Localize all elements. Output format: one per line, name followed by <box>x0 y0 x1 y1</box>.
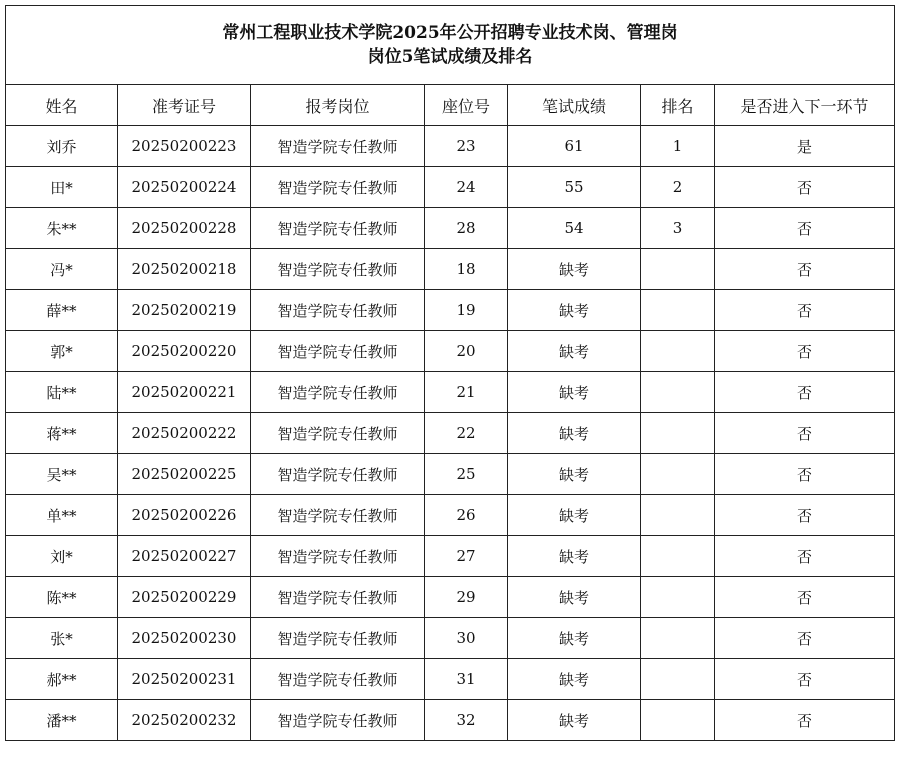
cell-position: 智造学院专任教师 <box>251 208 425 249</box>
cell-name: 刘乔 <box>6 126 118 167</box>
cell-position: 智造学院专任教师 <box>251 249 425 290</box>
cell-written-score: 缺考 <box>508 249 641 290</box>
table-row <box>6 167 895 208</box>
table-row <box>6 208 895 249</box>
cell-name: 冯* <box>6 249 118 290</box>
cell-name: 朱** <box>6 208 118 249</box>
table-row <box>6 290 895 331</box>
cell-exam-number: 20250200228 <box>118 208 251 249</box>
cell-name: 郭* <box>6 331 118 372</box>
cell-name: 陈** <box>6 577 118 618</box>
cell-position: 智造学院专任教师 <box>251 372 425 413</box>
score-table <box>5 5 895 741</box>
cell-position: 智造学院专任教师 <box>251 618 425 659</box>
header-name: 姓名 <box>6 85 118 126</box>
table-row <box>6 659 895 700</box>
cell-rank <box>641 618 715 659</box>
cell-rank <box>641 454 715 495</box>
cell-name: 吴** <box>6 454 118 495</box>
header-position: 报考岗位 <box>251 85 425 126</box>
cell-written-score: 55 <box>508 167 641 208</box>
cell-seat-number: 32 <box>425 700 508 741</box>
cell-name: 郝** <box>6 659 118 700</box>
cell-next-stage: 否 <box>715 413 895 454</box>
cell-name: 田* <box>6 167 118 208</box>
score-document <box>5 5 894 751</box>
cell-seat-number: 22 <box>425 413 508 454</box>
cell-written-score: 61 <box>508 126 641 167</box>
title-row <box>6 6 895 85</box>
cell-next-stage: 否 <box>715 659 895 700</box>
cell-seat-number: 19 <box>425 290 508 331</box>
cell-position: 智造学院专任教师 <box>251 413 425 454</box>
cell-written-score: 缺考 <box>508 536 641 577</box>
cell-written-score: 缺考 <box>508 290 641 331</box>
cell-written-score: 缺考 <box>508 659 641 700</box>
cell-written-score: 缺考 <box>508 700 641 741</box>
cell-exam-number: 20250200220 <box>118 331 251 372</box>
cell-exam-number: 20250200227 <box>118 536 251 577</box>
cell-exam-number: 20250200218 <box>118 249 251 290</box>
cell-position: 智造学院专任教师 <box>251 577 425 618</box>
header-written-score: 笔试成绩 <box>508 85 641 126</box>
cell-exam-number: 20250200231 <box>118 659 251 700</box>
cell-next-stage: 否 <box>715 167 895 208</box>
table-row <box>6 536 895 577</box>
cell-exam-number: 20250200225 <box>118 454 251 495</box>
title-line-1: 常州工程职业技术学院2025年公开招聘专业技术岗、管理岗 <box>222 23 678 43</box>
cell-position: 智造学院专任教师 <box>251 454 425 495</box>
cell-next-stage: 否 <box>715 372 895 413</box>
cell-name: 刘* <box>6 536 118 577</box>
cell-position: 智造学院专任教师 <box>251 331 425 372</box>
cell-rank <box>641 372 715 413</box>
page-title <box>6 6 895 85</box>
cell-position: 智造学院专任教师 <box>251 659 425 700</box>
cell-next-stage: 否 <box>715 577 895 618</box>
cell-exam-number: 20250200224 <box>118 167 251 208</box>
header-exam-number: 准考证号 <box>118 85 251 126</box>
table-row <box>6 126 895 167</box>
cell-rank: 1 <box>641 126 715 167</box>
cell-next-stage: 否 <box>715 536 895 577</box>
cell-rank <box>641 495 715 536</box>
cell-rank: 2 <box>641 167 715 208</box>
header-rank: 排名 <box>641 85 715 126</box>
cell-next-stage: 否 <box>715 454 895 495</box>
cell-written-score: 缺考 <box>508 454 641 495</box>
table-row <box>6 372 895 413</box>
cell-name: 蒋** <box>6 413 118 454</box>
cell-rank <box>641 536 715 577</box>
cell-next-stage: 否 <box>715 208 895 249</box>
cell-written-score: 54 <box>508 208 641 249</box>
cell-seat-number: 18 <box>425 249 508 290</box>
cell-seat-number: 30 <box>425 618 508 659</box>
cell-position: 智造学院专任教师 <box>251 167 425 208</box>
cell-name: 潘** <box>6 700 118 741</box>
cell-name: 张* <box>6 618 118 659</box>
cell-exam-number: 20250200226 <box>118 495 251 536</box>
cell-exam-number: 20250200223 <box>118 126 251 167</box>
cell-seat-number: 29 <box>425 577 508 618</box>
cell-seat-number: 28 <box>425 208 508 249</box>
cell-rank <box>641 249 715 290</box>
table-row <box>6 495 895 536</box>
cell-written-score: 缺考 <box>508 577 641 618</box>
cell-next-stage: 否 <box>715 700 895 741</box>
cell-seat-number: 24 <box>425 167 508 208</box>
cell-exam-number: 20250200219 <box>118 290 251 331</box>
cell-written-score: 缺考 <box>508 372 641 413</box>
cell-position: 智造学院专任教师 <box>251 700 425 741</box>
cell-next-stage: 否 <box>715 249 895 290</box>
cell-seat-number: 20 <box>425 331 508 372</box>
cell-rank <box>641 331 715 372</box>
table-row <box>6 454 895 495</box>
cell-seat-number: 26 <box>425 495 508 536</box>
cell-exam-number: 20250200232 <box>118 700 251 741</box>
cell-rank: 3 <box>641 208 715 249</box>
cell-rank <box>641 577 715 618</box>
cell-written-score: 缺考 <box>508 495 641 536</box>
header-row <box>6 85 895 126</box>
cell-seat-number: 23 <box>425 126 508 167</box>
table-row <box>6 618 895 659</box>
cell-exam-number: 20250200222 <box>118 413 251 454</box>
cell-seat-number: 27 <box>425 536 508 577</box>
cell-position: 智造学院专任教师 <box>251 126 425 167</box>
cell-seat-number: 31 <box>425 659 508 700</box>
cell-rank <box>641 659 715 700</box>
cell-next-stage: 否 <box>715 290 895 331</box>
cell-next-stage: 否 <box>715 495 895 536</box>
cell-position: 智造学院专任教师 <box>251 536 425 577</box>
cell-exam-number: 20250200230 <box>118 618 251 659</box>
table-row <box>6 413 895 454</box>
cell-exam-number: 20250200229 <box>118 577 251 618</box>
cell-rank <box>641 413 715 454</box>
cell-seat-number: 25 <box>425 454 508 495</box>
cell-name: 陆** <box>6 372 118 413</box>
cell-name: 单** <box>6 495 118 536</box>
cell-name: 薛** <box>6 290 118 331</box>
header-seat-number: 座位号 <box>425 85 508 126</box>
title-line-2: 岗位5笔试成绩及排名 <box>367 47 533 67</box>
cell-rank <box>641 700 715 741</box>
cell-position: 智造学院专任教师 <box>251 290 425 331</box>
table-body <box>6 126 895 741</box>
table-row <box>6 249 895 290</box>
cell-written-score: 缺考 <box>508 413 641 454</box>
table-row <box>6 577 895 618</box>
table-row <box>6 331 895 372</box>
cell-next-stage: 是 <box>715 126 895 167</box>
cell-rank <box>641 290 715 331</box>
cell-position: 智造学院专任教师 <box>251 495 425 536</box>
table-row <box>6 700 895 741</box>
header-next-stage: 是否进入下一环节 <box>715 85 895 126</box>
cell-seat-number: 21 <box>425 372 508 413</box>
cell-exam-number: 20250200221 <box>118 372 251 413</box>
cell-next-stage: 否 <box>715 618 895 659</box>
cell-written-score: 缺考 <box>508 618 641 659</box>
cell-written-score: 缺考 <box>508 331 641 372</box>
cell-next-stage: 否 <box>715 331 895 372</box>
